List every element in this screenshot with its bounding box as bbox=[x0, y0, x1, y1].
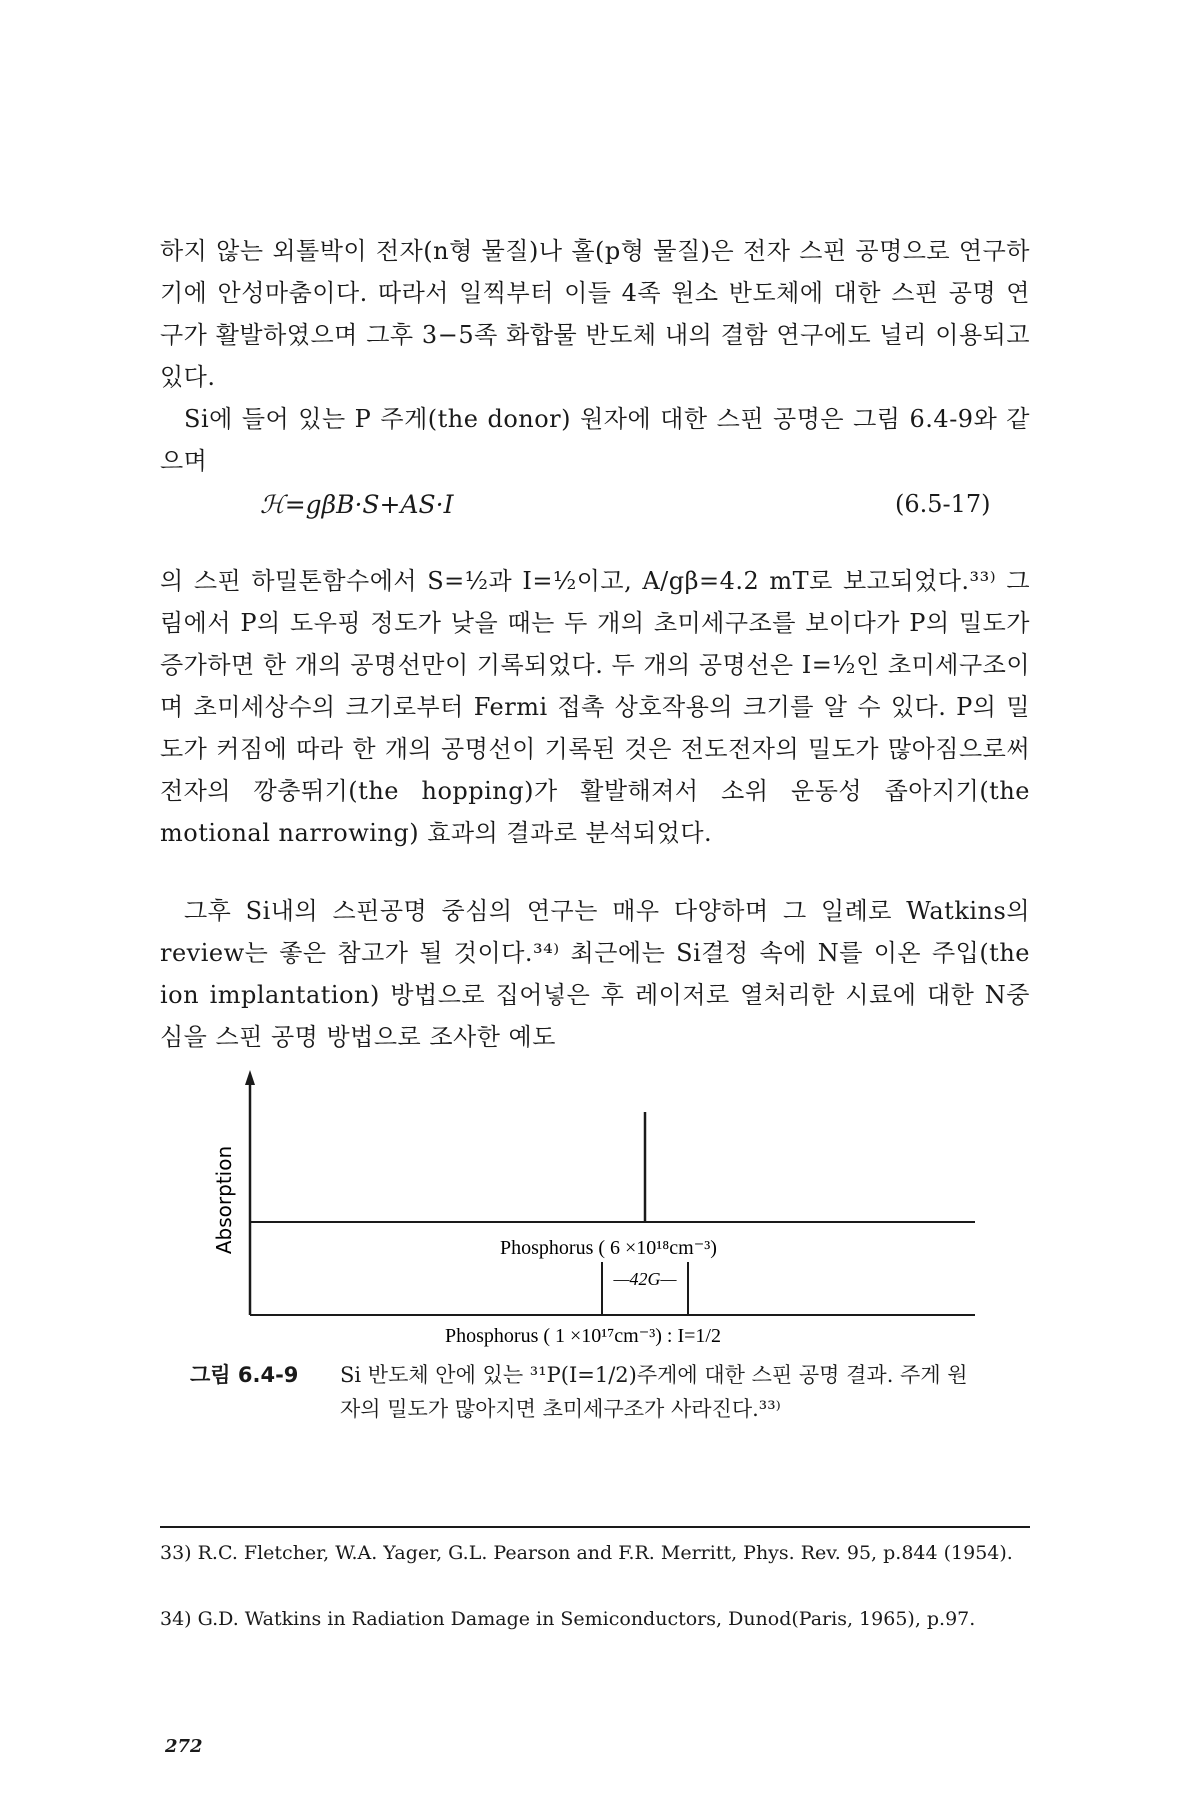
page-number: 272 bbox=[165, 1736, 203, 1757]
lower-trace-label: Phosphorus ( 1 ×10¹⁷cm⁻³) : I=1/2 bbox=[445, 1325, 721, 1347]
paragraph-4: 그후 Si내의 스핀공명 중심의 연구는 매우 다양하며 그 일례로 Watkins의 review는 좋은 참고가 될 것이다.³⁴⁾ 최근에는 Si결정 속에 N를 이온 주입(the ion implantation) 방법으로 집어넣은 후 레이저로 열처리한 시료에 대한 N중심을 스핀 공명 방법으로 조사한 예도 bbox=[160, 897, 1030, 1051]
paragraph-1: 하지 않는 외톨박이 전자(n형 물질)나 홀(p형 물질)은 전자 스핀 공명으로 연구하기에 안성마춤이다. 따라서 일찍부터 이들 4족 원소 반도체에 대한 스핀 공명 연구가 활발하였으며 그후 3−5족 화합물 반도체 내의 결함 연구에도 널리 이용되고 있다. bbox=[160, 237, 1030, 391]
paragraph-2: Si에 들어 있는 P 주게(the donor) 원자에 대한 스핀 공명은 그림 6.4-9와 같으며 bbox=[160, 405, 1030, 475]
epr-spectrum-plot bbox=[195, 1070, 995, 1350]
figure-caption bbox=[190, 1358, 1050, 1426]
upper-trace-label: Phosphorus ( 6 ×10¹⁸cm⁻³) bbox=[500, 1237, 717, 1259]
splitting-label: —42G— bbox=[613, 1269, 677, 1289]
footnote-34: 34) G.D. Watkins in Radiation Damage in Semiconductors, Dunod(Paris, 1965), p.97. bbox=[160, 1608, 976, 1630]
equation-number: (6.5-17) bbox=[895, 490, 991, 518]
figure-6-4-9 bbox=[195, 1070, 995, 1350]
caption-text: Si 반도체 안에 있는 ³¹P(I=1/2)주게에 대한 스핀 공명 결과. 주게 원자의 밀도가 많아지면 초미세구조가 사라진다.³³⁾ bbox=[340, 1363, 968, 1421]
y-axis-label: Absorption bbox=[212, 1145, 236, 1255]
footnote-33: 33) R.C. Fletcher, W.A. Yager, G.L. Pearson and F.R. Merritt, Phys. Rev. 95, p.844 (1954). bbox=[160, 1542, 1013, 1564]
y-axis-arrow bbox=[245, 1070, 255, 1085]
footnote-divider bbox=[160, 1526, 1030, 1528]
caption-label: 그림 6.4-9 bbox=[190, 1363, 299, 1387]
paragraph-3: 의 스핀 하밀톤함수에서 S=½과 I=½이고, A/gβ=4.2 mT로 보고되었다.³³⁾ 그림에서 P의 도우핑 정도가 낮을 때는 두 개의 초미세구조를 보이다가 P의 밀도가 증가하면 한 개의 공명선만이 기록되었다. 두 개의 공명선은 I=½인 초미세구조이며 초미세상수의 크기로부터 Fermi 접촉 상호작용의 크기를 알 수 있다. P의 밀도가 커짐에 따라 한 개의 공명선이 기록된 것은 전도전자의 밀도가 많아짐으로써 전자의 깡충뛰기(the hopping)가 활발해져서 소위 운동성 좁아지기(the motional narrowing) 효과의 결과로 분석되었다. bbox=[160, 567, 1030, 847]
hamiltonian-equation: ℋ=gβB·S+AS·I bbox=[260, 490, 454, 519]
